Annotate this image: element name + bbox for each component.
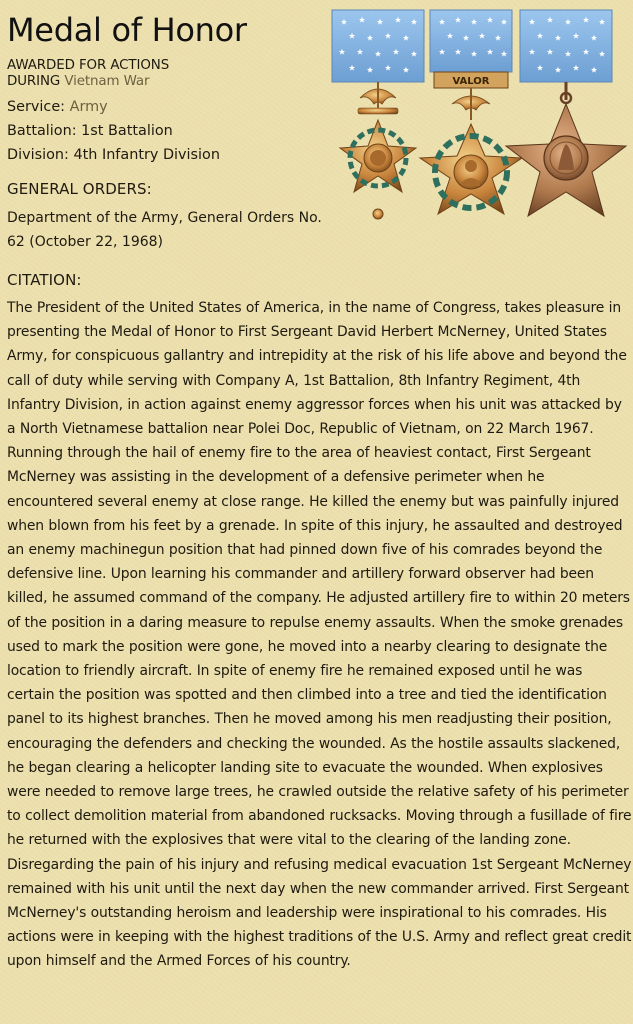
- valor-label: VALOR: [452, 76, 490, 87]
- service-field: [7, 99, 327, 115]
- war-link[interactable]: Vietnam War: [64, 74, 150, 89]
- battalion-value: 1st Battalion: [81, 123, 173, 139]
- navy-medal-of-honor-icon: [332, 10, 424, 219]
- page-title: Medal of Honor: [7, 11, 247, 49]
- air-force-medal-of-honor-icon: [506, 10, 626, 216]
- general-orders-text: Department of the Army, General Orders No. 62 (October 22, 1968): [7, 210, 322, 250]
- division-label: Division:: [7, 147, 69, 163]
- division-field: [7, 147, 327, 163]
- awarded-line1: AWARDED FOR ACTIONS: [7, 58, 170, 73]
- award-info: [7, 58, 327, 163]
- battalion-field: [7, 123, 327, 139]
- general-orders-heading: GENERAL ORDERS:: [7, 180, 152, 198]
- citation-heading: CITATION:: [7, 271, 82, 289]
- citation-text: The President of the United States of America, in the name of Congress, takes pleasure in presenting the Medal of Honor to First Sergeant David Herbert McNerney, United States Army, for conspicuous gallantry and intrepidity at the risk of his life above and beyond the call of duty while serving with Company A, 1st Battalion, 8th Infantry Regiment, 4th Infantry Division, in action against enemy aggressor forces when his unit was attacked by a North Vietnamese battalion near Polei Doc, Republic of Vietnam, on 22 March 1967. Running through the hail of enemy fire to the area of heaviest contact, First Sergeant McNerney was assisting in the development of a defensive perimeter when he encountered several enemy at close range. He killed the enemy but was painfully injured when blown from his feet by a grenade. In spite of this injury, he assaulted and destroyed an enemy machinegun position that had pinned down five of his comrades beyond the defensive line. Upon learning his commander and artillery forward observer had been killed, he assumed command of the company. He adjusted artillery fire to within 20 meters of the position in a daring measure to repulse enemy assaults. When the smoke grenades used to mark the position were gone, he moved into a nearby clearing to designate the location to friendly aircraft. In spite of enemy fire he remained exposed until he was certain the position was spotted and then climbed into a tree and tied the identification panel to its highest branches. Then he moved among his men readjusting their position, encouraging the defenders and checking the wounded. As the hostile assaults slackened, he began clearing a helicopter landing site to evacuate the wounded. When explosives were needed to remove large trees, he crawled outside the relative safety of his perimeter to collect demolition material from abandoned rucksacks. Moving through a fusillade of fire he returned with the explosives that were vital to the clearing of the landing zone. Disregarding the pain of his injury and refusing medical evacuation 1st Sergeant McNerney remained with his unit until the next day when the new commander arrived. First Sergeant McNerney's outstanding heroism and leadership were inspirational to his comrades. His actions were in keeping with the highest traditions of the U.S. Army and reflect great credit upon himself and the Armed Forces of his country.: [7, 300, 632, 970]
- battalion-label: Battalion:: [7, 123, 77, 139]
- division-value: 4th Infantry Division: [73, 147, 220, 163]
- service-link[interactable]: Army: [69, 99, 108, 115]
- medals-svg: [330, 8, 630, 238]
- awarded-for: [7, 58, 327, 90]
- medals-image: [330, 8, 630, 238]
- service-label: Service:: [7, 99, 66, 115]
- army-medal-of-honor-icon: [420, 10, 522, 214]
- during-label: DURING: [7, 74, 61, 89]
